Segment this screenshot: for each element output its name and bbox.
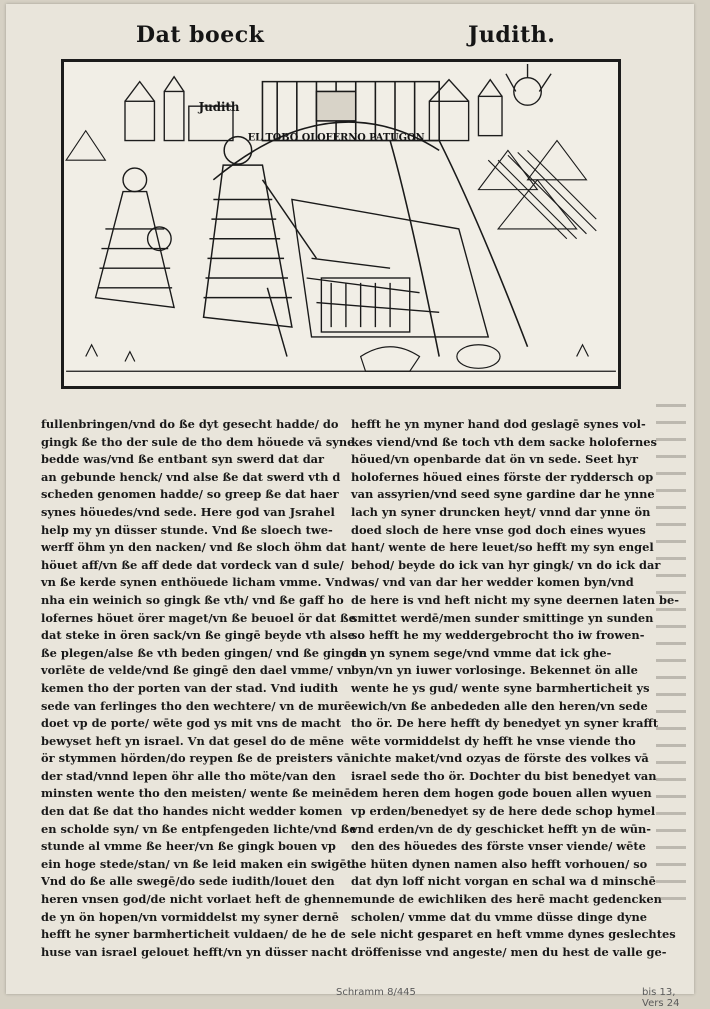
- text-line: de here is vnd heft nicht my syne deernen laten be-: [351, 592, 679, 607]
- text-line: behod/ beyde do ick van hyr gingk/ vn do ick dar: [351, 557, 661, 572]
- judith-figure: [204, 137, 317, 357]
- text-line: scholen/ vmme dat du vmme düsse dinge dyne: [351, 909, 648, 924]
- text-line: was/ vnd van dar her wedder komen byn/vnd: [351, 575, 634, 590]
- text-line: dem heren dem hogen gode bouen allen wyuen: [351, 786, 652, 801]
- text-line: bewyset heft yn israel. Vn dat gesel do de mēne: [41, 733, 345, 748]
- text-line: he hüten dynen namen also hefft vorhouen/ so: [351, 856, 648, 871]
- text-line: ße plegen/alse ße vth beden gingen/ vnd ße gingen: [41, 645, 368, 660]
- pencil-note: Schramm 8/445: [336, 987, 416, 998]
- text-line: holofernes höued eines förste der ryddersch op: [351, 469, 654, 484]
- text-line: nichte maket/vnd ozyas de förste des volkes vā: [351, 751, 649, 766]
- text-line: stunde al vmme ße heer/vn ße gingk bouen vp: [41, 839, 336, 854]
- text-line: de yn synem sege/vnd vmme dat ick ghe-: [351, 645, 612, 660]
- text-line: kes viend/vnd ße toch vth dem sacke holofernes: [351, 434, 657, 449]
- judith-label: Judith: [198, 100, 240, 115]
- text-line: huse van israel gelouet hefft/vn yn düsser nacht: [41, 944, 348, 959]
- text-line: vnd erden/vn de dy geschicket hefft yn de wūn-: [351, 821, 652, 836]
- running-head-left: Dat boeck: [136, 22, 265, 48]
- bleed-through-text: [656, 404, 686, 904]
- text-line: munde de ewichliken des herē macht gedencken: [351, 892, 662, 907]
- text-line: ein hoge stede/stan/ vn ße leid maken ein swigēt.: [41, 856, 356, 871]
- maid-figure: [96, 168, 175, 307]
- text-line: gingk ße tho der sule de tho dem höuede vā syne: [41, 434, 355, 449]
- text-line: van assyrien/vnd seed syne gardine dar he ynne: [351, 487, 655, 502]
- text-line: synes höuedes/vnd sede. Here god van Jsrahel: [41, 504, 335, 519]
- text-line: help my yn düsser stunde. Vnd ße sloech twe-: [41, 522, 333, 537]
- text-line: der stad/vnnd lepen öhr alle tho möte/van den: [41, 768, 336, 783]
- text-column-right: [351, 416, 679, 961]
- text-line: sede van ferlinges tho den wechtere/ vn de murē: [41, 698, 352, 713]
- text-line: wente he ys gud/ wente syne barmherticheit ys: [351, 680, 650, 695]
- text-line: höued/vn openbarde dat ön vn sede. Seet hyr: [351, 452, 638, 467]
- text-line: ewich/vn ße anbededen alle den heren/vn sede: [351, 698, 648, 713]
- text-line: vp erden/benedyet sy de here dede schop hymel: [351, 804, 656, 819]
- text-line: werff öhm yn den nacken/ vnd ße sloch öhm dat: [41, 540, 347, 555]
- text-line: scheden genomen hadde/ so greep ße dat haer: [41, 487, 339, 502]
- text-column-left: [41, 416, 368, 961]
- text-line: so hefft he my weddergebrocht tho iw frowen-: [351, 628, 645, 643]
- running-head-right: Judith.: [468, 22, 556, 48]
- text-line: israel sede tho ör. Dochter du bist benedyet van: [351, 768, 657, 783]
- text-line: doed sloch de here vnse god doch eines wyues: [351, 522, 646, 537]
- text-line: an gebunde henck/ vnd alse ße dat swerd vth d: [41, 469, 341, 484]
- pencil-note-right: bis 13, Vers 24: [642, 987, 680, 1009]
- text-line: lofernes höuet örer maget/vn ße beuoel ör dat ße: [41, 610, 356, 625]
- text-line: dat steke in ören sack/vn ße gingē beyde vth alse: [41, 628, 356, 643]
- book-page: [6, 4, 694, 1009]
- text-line: hefft he yn myner hand dod geslagē synes vol-: [351, 417, 646, 431]
- banner-label: EL TOBO OLOFERNO PATUGON: [247, 132, 425, 144]
- text-line: tho ör. De here hefft dy benedyet yn syner krafft: [351, 716, 659, 731]
- text-line: höuet aff/vn ße aff dede dat vordeck van d sule/: [41, 557, 344, 572]
- text-line: de yn ön hopen/vn vormiddelst my syner dernē: [41, 909, 339, 924]
- text-line: minsten wente tho den meisten/ wente ße meinē: [41, 786, 351, 801]
- text-line: vorlēte de velde/vnd ße gingē den dael vmme/ vn: [41, 663, 352, 678]
- text-line: Vnd do ße alle swegē/do sede iudith/louet den: [41, 874, 335, 889]
- text-line: wēte vormiddelst dy hefft he vnse viende tho: [351, 733, 636, 748]
- woodcut-illustration: [61, 59, 621, 389]
- text-line: sele nicht gesparet en heft vmme dynes geslechtes: [351, 927, 676, 942]
- text-line: vn ße kerde synen enthöuede licham vmme. Vnd: [41, 575, 351, 590]
- text-line: kemen tho der porten van der stad. Vnd iudith: [41, 680, 339, 695]
- text-line: doet vp de porte/ wēte god ys mit vns de macht: [41, 716, 341, 731]
- text-line: ör stymmen hörden/do reypen ße de preisters vā: [41, 751, 351, 766]
- text-line: dat dyn loff nicht vorgan en schal wa d minschē: [351, 874, 656, 889]
- text-line: en scholde syn/ vn ße entpfengeden lichte/vnd ße: [41, 821, 357, 836]
- text-line: fullenbringen/vnd do ße dyt gesecht hadde/ do: [41, 417, 339, 431]
- text-line: hefft he syner barmherticheit vuldaen/ de he de: [41, 927, 346, 942]
- text-line: nha ein weinich so gingk ße vth/ vnd ße gaff ho: [41, 592, 344, 607]
- text-line: smittet werdē/men sunder smittinge yn sunden: [351, 610, 654, 625]
- text-line: hant/ wente de here leuet/so hefft my syn engel: [351, 540, 654, 555]
- bed: [292, 199, 488, 336]
- woodcut-scene: [64, 62, 618, 386]
- text-line: dröffenisse vnd angeste/ men du hest de valle ge-: [351, 944, 667, 959]
- text-line: heren vnsen god/de nicht vorlaet heft de ghenne: [41, 892, 352, 907]
- text-line: den dat ße dat tho handes nicht wedder komen: [41, 804, 343, 819]
- text-line: den des höuedes des förste vnser viende/ wēte: [351, 839, 646, 854]
- text-line: lach yn syner druncken heyt/ vnnd dar ynne ön: [351, 504, 651, 519]
- text-line: byn/vn yn iuwer vorlosinge. Bekennet ön alle: [351, 663, 638, 678]
- ground-objects: [66, 345, 616, 372]
- text-line: bedde was/vnd ße entbant syn swerd dat dar: [41, 452, 325, 467]
